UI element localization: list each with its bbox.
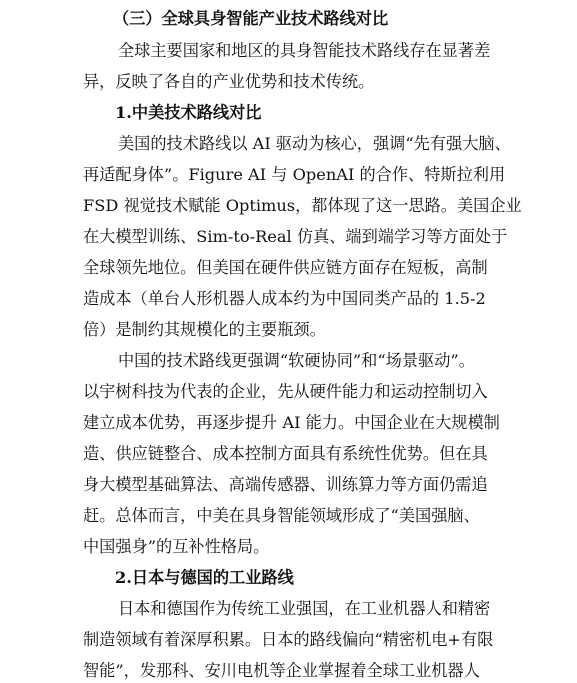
paragraph-line: 倍）是制约其规模化的主要瓶颈。 xyxy=(83,320,326,339)
paragraph-line: 智能”，发那科、安川电机等企业掌握着全球工业机器人 xyxy=(83,661,480,680)
paragraph-line: 在大模型训练、Sim-to-Real 仿真、端到端学习等方面处于 xyxy=(83,227,508,246)
paragraph-line: 再适配身体”。Figure AI 与 OpenAI 的合作、特斯拉利用 xyxy=(83,165,506,184)
paragraph-line: 美国的技术路线以 AI 驱动为核心，强调“先有强大脑、 xyxy=(118,134,511,153)
section-heading: （三）全球具身智能产业技术路线对比 xyxy=(113,9,389,28)
paragraph-line: 造、供应链整合、成本控制方面具有系统性优势。但在具 xyxy=(83,444,488,463)
paragraph-line: 中国的技术路线更强调“软硬协同”和“场景驱动”。 xyxy=(118,351,475,370)
paragraph-line: 全球领先地位。但美国在硬件供应链方面存在短板，高制 xyxy=(83,258,488,277)
paragraph-line: 造成本（单台人形机器人成本约为中国同类产品的 1.5-2 xyxy=(83,289,486,308)
intro-line-2: 异，反映了各自的产业优势和技术传统。 xyxy=(83,72,375,91)
paragraph-line: 中国强身”的互补性格局。 xyxy=(83,537,270,556)
intro-line-1: 全球主要国家和地区的具身智能技术路线存在显著差 xyxy=(118,41,491,60)
paragraph-line: 赶。总体而言，中美在具身智能领域形成了“美国强脑、 xyxy=(83,506,480,525)
paragraph-line: FSD 视觉技术赋能 Optimus，都体现了这一思路。美国企业 xyxy=(83,196,522,215)
paragraph-line: 制造领域有着深厚积累。日本的路线偏向“精密机电+有限 xyxy=(83,630,494,649)
subsection-heading-us-china: 1.中美技术路线对比 xyxy=(115,103,262,122)
paragraph-line: 日本和德国作为传统工业强国，在工业机器人和精密 xyxy=(118,599,491,618)
paragraph-line: 建立成本优势，再逐步提升 AI 能力。中国企业在大规模制 xyxy=(83,413,500,432)
paragraph-line: 以宇树科技为代表的企业，先从硬件能力和运动控制切入 xyxy=(83,382,488,401)
subsection-heading-japan-germany: 2.日本与德国的工业路线 xyxy=(115,568,294,587)
paragraph-line: 身大模型基础算法、高端传感器、训练算力等方面仍需追 xyxy=(83,475,488,494)
